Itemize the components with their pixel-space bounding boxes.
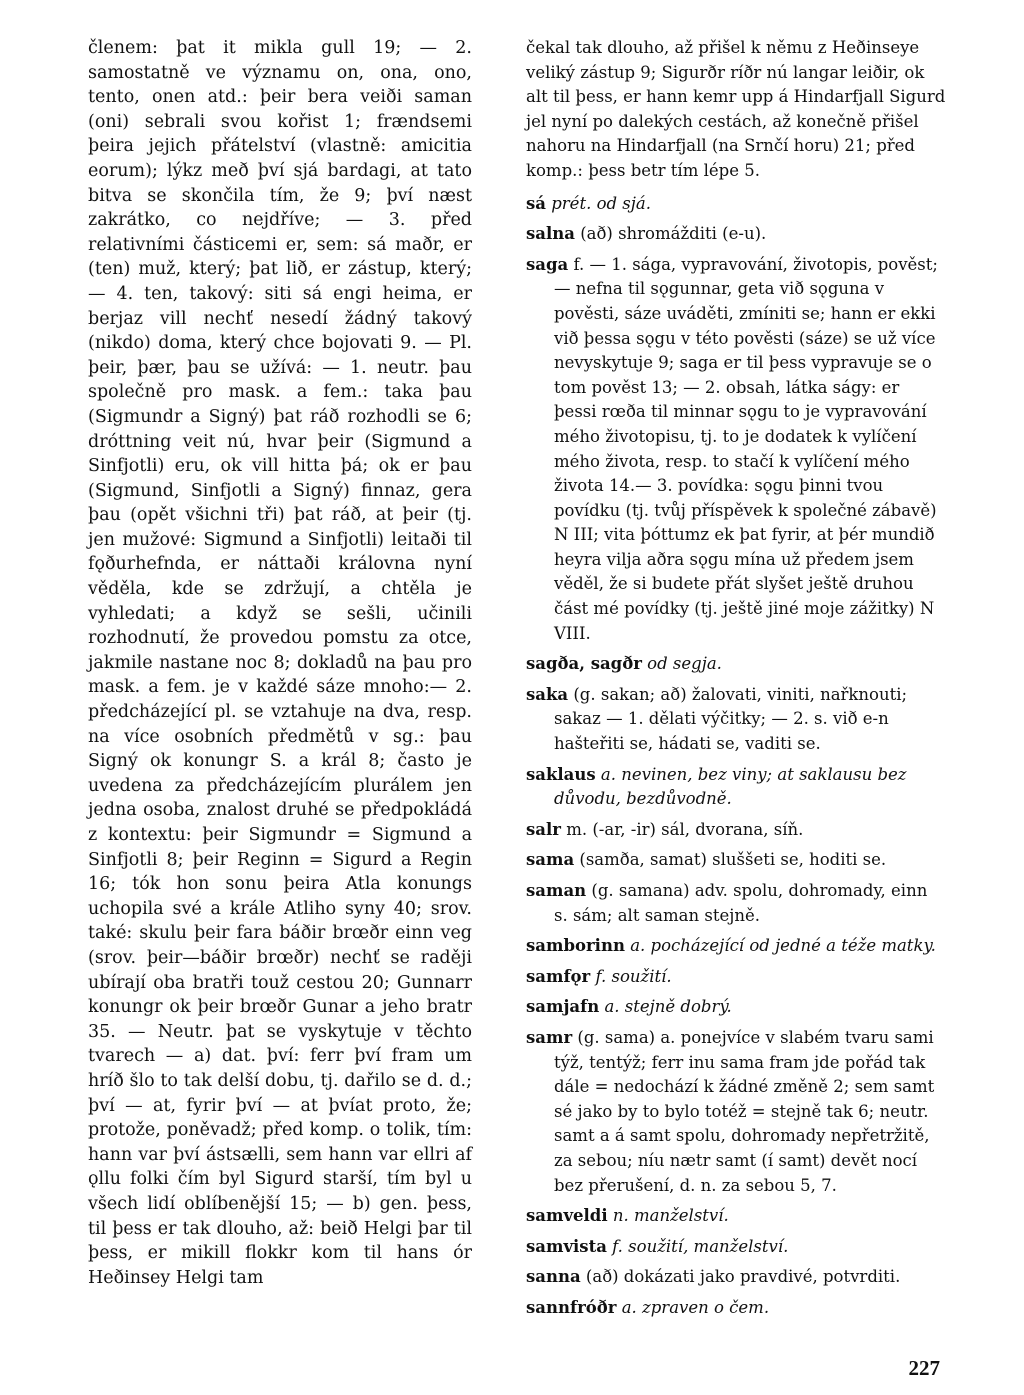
- entry-headword: sama: [526, 850, 575, 870]
- entry-definition: (samða, samat) sluššeti se, hoditi se.: [579, 850, 887, 870]
- entry-saka: [526, 683, 946, 757]
- left-column-text: členem: þat it mikla gull 19; — 2. samostatně ve významu on, ona, ono, tento, onen atd.: þeir bera veiði saman (oni) sebrali svou kořist 1; frændsemi þeira jejich přátelství (vlastně: amicitia eorum); lýkz með því sjá bardagi, at tato bitva se skončila tím, že 9; því næst zakrátko, co nejdříve; — 3. před relativními částicemi er, sem: sá maðr, er (ten) muž, který; þat lið, er zástup, který; — 4. ten, takový: siti sá engi heima, er berjaz vill nechť nesedí žádný takový (nikdo) doma, který chce bojovati 9. — Pl. þeir, þær, þau se užívá: — 1. neutr. þau společně pro mask. a fem.: taka þau (Sigmundr a Signý) þat ráð rozhodli se 6; dróttning veit nú, hvar þeir (Sigmund a Sinfjotli) eru, ok vill hitta þá; ok er þau (Sigmund, Sinfjotli a Signý) finnaz, gera þau (opět všichni tři) þat ráð, at þeir (tj. jen mužové: Sigmund a Sinfjotli) leitaði til fǫðurhefnda, er náttaði královna nyní věděla, kde se zdržují, a chtěla je vyhledati; a když se sešli, učinili rozhodnutí, že provedou pomstu za otce, jakmile nastane noc 8; dokladů na þau pro mask. a fem. je v každé sáze mnoho:— 2. předcházející pl. se vztahuje na dva, resp. na více osobních předmětů v sg.: þau Signý ok konungr S. a král 8; často je uvedena za předcházejícím plurálem jen jedna osoba, znalost druhé se předpokládá z kontextu: þeir Sigmundr = Sigmund a Sinfjotli 8; þeir Reginn = Sigurd a Regin 16; tók hon sonu þeira Atla konungs uchopila své a krále Atliho syny 40; srov. také: skulu þeir fara báðir brœðr einn veg (srov. þeir—báðir brœðr) nechť se raději ubírají oba bratři touž cestou 20; Gunnarr konungr ok þeir brœðr Gunar a jeho bratr 35. — Neutr. þat se vyskytuje v těchto tvarech — a) dat. því: ferr því fram um hríð šlo to tak delší dobu, tj. dařilo se d. d.; því — at, fyrir því — at þvíat proto, že; protože, poněvadž; před komp. o tolik, tím: hann var því ástsælli, sem hann var ellri af ǫllu folki čím byl Sigurd starší, tím byl u všech lidí oblíbenější 15; — b) gen. þess, til þess er tak dlouho, až: beið Helgi þar til þess, er mikill flokkr kom til hans ór Heðinsey Helgi tam: [88, 38, 472, 1288]
- entry-headword: saka: [526, 684, 569, 704]
- entry-definition: od segja.: [647, 654, 722, 674]
- entry-definition: a. pocházející od jedné a téže matky.: [630, 936, 936, 956]
- entry-headword: sá: [526, 193, 546, 213]
- entry-headword: salna: [526, 224, 575, 244]
- entry-definition: f. soužití, manželství.: [612, 1236, 789, 1256]
- entry-salna: [526, 222, 946, 247]
- entry-headword: samveldi: [526, 1206, 608, 1226]
- entry-headword: saman: [526, 881, 587, 900]
- entry-headword: sanna: [526, 1267, 581, 1287]
- entry-samvista: [526, 1235, 946, 1260]
- entry-headword: samjafn: [526, 997, 600, 1017]
- entry-definition: prét. od sjá.: [551, 193, 651, 213]
- continued-entry-text: čekal tak dlouho, až přišel k němu z Heðinseye veliký zástup 9; Sigurðr ríðr nú langar leiðir, ok alt til þess, er hann kemr upp á Hindarfjall Sigurd jel nyní po dalekých cestách, až konečně přišel nahoru na Hindarfjall (na Srnčí horu) 21; před komp.: þess betr tím lépe 5.: [526, 38, 946, 180]
- entry-headword: sagða, sagðr: [526, 654, 642, 674]
- entry-definition: (að) shromážditi (e-u).: [580, 224, 767, 244]
- entry-headword: samr: [526, 1027, 573, 1047]
- entry-samborinn: [526, 934, 946, 959]
- entry-saklaus: [526, 763, 946, 812]
- entry-definition: f. — 1. sága, vypravování, životopis, pověst; — nefna til sǫgunnar, geta við sǫguna v pověsti, sáze uváděti, zmíniti se; hann er ekki við þessa sǫgu v této pověsti (sáze) se už více nevyskytuje 9; saga er til þess vypravuje se o tom pověst 13; — 2. obsah, látka ságy: er þessi rœða til minnar sǫgu to je vypravování mého životopisu, tj. to je dodatek k vylíčení mého života, resp. to stačí k vylíčení mého života 14.— 3. povídka: sǫgu þinni tvou povídku (tj. tvůj příspěvek k společné zábavě) N III; vita þóttumz ek þat fyrir, at þér mundið heyra vilja aðra sǫgu mína už předem jsem věděl, že si budete přát slyšet ještě druhou část mé povídky (tj. ještě jiné moje zážitky) N VIII.: [554, 254, 938, 643]
- entry-headword: samfǫr: [526, 966, 591, 986]
- entry-samr: [526, 1026, 946, 1198]
- entry-definition: (g. samana) adv. spolu, dohromady, einn s. sám; alt saman stejně.: [554, 881, 928, 925]
- entry-definition: n. manželství.: [612, 1206, 729, 1226]
- entry-definition: (g. sakan; að) žalovati, viniti, nařknouti; sakaz — 1. dělati výčitky; — 2. s. við e-n hašteřiti se, hádati se, vaditi se.: [554, 684, 908, 754]
- entry-definition: a. stejně dobrý.: [604, 997, 732, 1017]
- entry-definition: (g. sama) a. ponejvíce v slabém tvaru sami týž, tentýž; ferr inu sama fram jde pořád tak dále = nedochází k žádné změně 2; sem samt sé jako by to bylo totéž = stejně tak 6; neutr. samt a á samt spolu, dohromady nepřetržitě, za sebou; níu nætr samt (í samt) devět nocí bez přerušení, d. n. za sebou 5, 7.: [554, 1027, 935, 1195]
- page-number: 227: [908, 1356, 940, 1380]
- entry-samfor: [526, 965, 946, 990]
- entry-definition: f. soužití.: [595, 966, 672, 986]
- entry-definition: m. (-ar, -ir) sál, dvorana, síň.: [566, 819, 804, 839]
- entry-headword: samborinn: [526, 936, 625, 956]
- entry-definition: a. nevinen, bez viny; at saklausu bez důvodu, bezdůvodně.: [554, 764, 907, 809]
- entry-headword: samvista: [526, 1236, 607, 1256]
- entry-headword: salr: [526, 819, 561, 839]
- entry-sa: [526, 192, 946, 217]
- entry-definition: (að) dokázati jako pravdivé, potvrditi.: [585, 1267, 901, 1287]
- entry-saga: [526, 253, 946, 647]
- entry-headword: sannfróðr: [526, 1297, 617, 1317]
- entry-sanna: [526, 1265, 946, 1290]
- entry-sama: [526, 848, 946, 873]
- entry-salr: [526, 818, 946, 843]
- left-column: [88, 36, 472, 1290]
- entry-sagda: [526, 652, 946, 677]
- right-column: [526, 36, 946, 1327]
- entry-headword: saga: [526, 254, 569, 274]
- entry-definition: a. zpraven o čem.: [621, 1297, 770, 1317]
- entry-headword: saklaus: [526, 764, 596, 784]
- entry-samveldi: [526, 1204, 946, 1229]
- entry-saman: [526, 879, 946, 928]
- entry-sannfrodr: [526, 1296, 946, 1321]
- entry-samjafn: [526, 995, 946, 1020]
